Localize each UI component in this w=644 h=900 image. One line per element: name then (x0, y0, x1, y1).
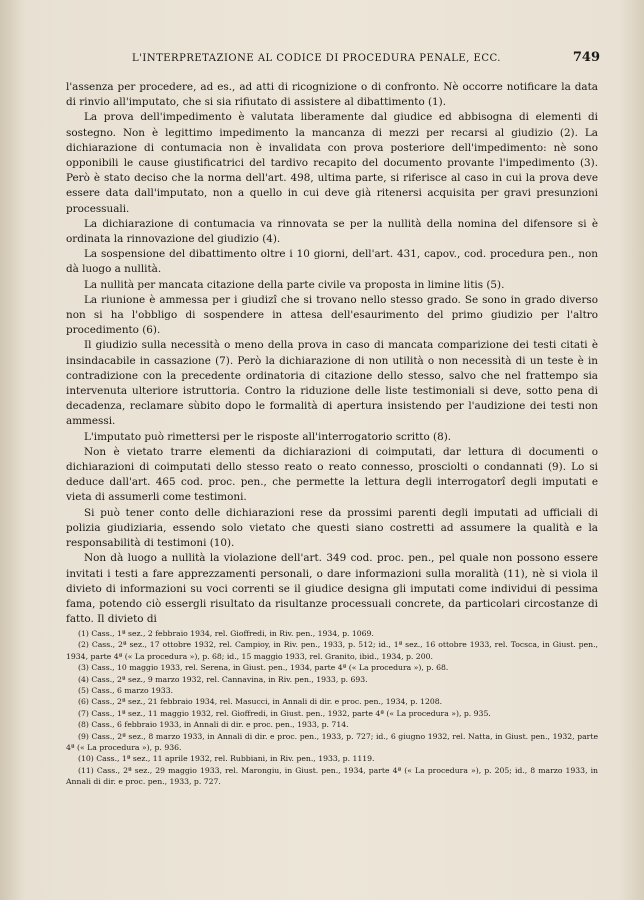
page-number: 749 (572, 50, 600, 65)
paragraph: La riunione è ammessa per i giudizî che si trovano nello stesso grado. Se sono in grado diverso non si ha l'obbligo di sospendere in attesa dell'esaurimento del primo giudizio per l'altro procedimento (6). (66, 293, 598, 337)
footnote: (4) Cass., 2ª sez., 9 marzo 1932, rel. Cannavina, in Riv. pen., 1933, p. 693. (78, 674, 368, 684)
footnote: (6) Cass., 2ª sez., 21 febbraio 1934, rel. Masucci, in Annali di dir. e proc. pen., 1934, p. 1208. (78, 697, 443, 707)
running-header (66, 50, 600, 66)
footnote: (1) Cass., 1ª sez., 2 febbraio 1934, rel. Gioffredi, in Riv. pen., 1934, p. 1069. (78, 629, 374, 638)
body-text (66, 80, 598, 627)
footnote: (10) Cass., 1ª sez., 11 aprile 1932, rel. Rubbiani, in Riv. pen., 1933, p. 1119. (78, 754, 375, 764)
footnote: (2) Cass., 2ª sez., 17 ottobre 1932, rel. Campioy, in Riv. pen., 1933, p. 512; id., 1ª sez., 16 ottobre 1933, rel. Tocsca, in Giust. pen., 1934, parte 4ª (« La procedura »), p. 68; id., 15 maggio 1933, rel. Granito, ibid., 1934, p. 200. (66, 640, 598, 661)
paragraph: La prova dell'impedimento è valutata liberamente dal giudice ed abbisogna di elementi di sostegno. Non è legittimo impedimento la mancanza di mezzi per recarsi al giudizio (2). La dichiarazione di contumacia non è invalidata con prova posteriore dell'impedimento: nè sono opponibili le cause giustificatrici del tardivo recapito del documento provante l'impedimento (3). Però è stato deciso che la norma dell'art. 498, ultima parte, si riferisce al caso in cui la prova deve essere data dall'imputato, non a quello in cui deve già ritenersi acquisita per gravi presunzioni processuali. (66, 111, 598, 215)
paragraph: La dichiarazione di contumacia va rinnovata se per la nullità della nomina del difensore si è ordinata la rinnovazione del giudizio (4). (66, 217, 598, 246)
footnote: (11) Cass., 2ª sez., 29 maggio 1933, rel. Marongiu, in Giust. pen., 1934, parte 4ª (« La procedura »), p. 205; id., 8 marzo 1933, in Annali di dir. e proc. pen., 1933, p. 727. (66, 765, 598, 787)
paragraph: L'imputato può rimettersi per le risposte all'interrogatorio scritto (8). (84, 430, 452, 443)
footnote: (5) Cass., 6 marzo 1933. (78, 686, 174, 696)
paragraph: Si può tener conto delle dichiarazioni rese da prossimi parenti degli imputati ad ufficiali di polizia giudiziaria, essendo solo vietato che questi siano costretti ad assumere la qualità e la responsabilità di testimoni (10). (66, 506, 598, 550)
paragraph: Il giudizio sulla necessità o meno della prova in caso di mancata comparizione dei testi citati è insindacabile in cassazione (7). Però la dichiarazione di non utilità o non necessità di un teste è in contradizione con la precedente ordinatoria di citazione dello stesso, salvo che nel frattempo sia intervenuta ulteriore istruttoria. Contro la riduzione delle liste testimoniali si deve, sotto pena di decadenza, reclamare sùbito dopo le formalità di apertura insistendo per l'audizione dei testi non ammessi. (66, 339, 598, 428)
paragraph: Non è vietato trarre elementi da dichiarazioni di coimputati, dar lettura di documenti o dichiarazioni di coimputati dello stesso reato o reato connesso, prosciolti o condannati (9). Lo si deduce dall'art. 465 cod. proc. pen., che permette la lettura degli interrogatorî degli imputati e vieta di assumerli come testimoni. (66, 445, 598, 504)
footnotes (66, 628, 598, 788)
paragraph: La sospensione del dibattimento oltre i 10 giorni, dell'art. 431, capov., cod. procedura pen., non dà luogo a nullità. (66, 248, 598, 276)
footnote: (8) Cass., 6 febbraio 1933, in Annali di dir. e proc. pen., 1933, p. 714. (78, 720, 349, 730)
running-title: L'INTERPRETAZIONE AL CODICE DI PROCEDURA PENALE, ECC. (132, 53, 501, 64)
footnote: (9) Cass., 2ª sez., 8 marzo 1933, in Annali di dir. e proc. pen., 1933, p. 727; id., 6 giugno 1932, rel. Natta, in Giust. pen., 1932, parte 4ª (« La procedura »), p. 936. (66, 731, 598, 753)
paragraph: La nullità per mancata citazione della parte civile va proposta in limine litis (5). (84, 278, 505, 291)
paragraph: Non dà luogo a nullità la violazione dell'art. 349 cod. proc. pen., pel quale non possono essere invitati i testi a fare apprezzamenti personali, o dare informazioni sulla moralità (11), nè si viola il divieto di informazioni su voci correnti se il giudice designa gli imputati come individui di pessima fama, potendo ciò essergli risultato da risultanze processuali concrete, da particolari circostanze di fatto. Il divieto di (66, 552, 598, 626)
footnote: (7) Cass., 1ª sez., 11 maggio 1932, rel. Gioffredi, in Giust. pen., 1932, parte 4ª (« La procedura »), p. 935. (78, 708, 491, 718)
footnote: (3) Cass., 10 maggio 1933, rel. Serena, in Giust. pen., 1934, parte 4ª (« La procedura »), p. 68. (78, 663, 449, 673)
paragraph: l'assenza per procedere, ad es., ad atti di ricognizione o di confronto. Nè occorre notificare la data di rinvio all'imputato, che si sia rifiutato di assistere al dibattimento (1). (66, 81, 598, 109)
